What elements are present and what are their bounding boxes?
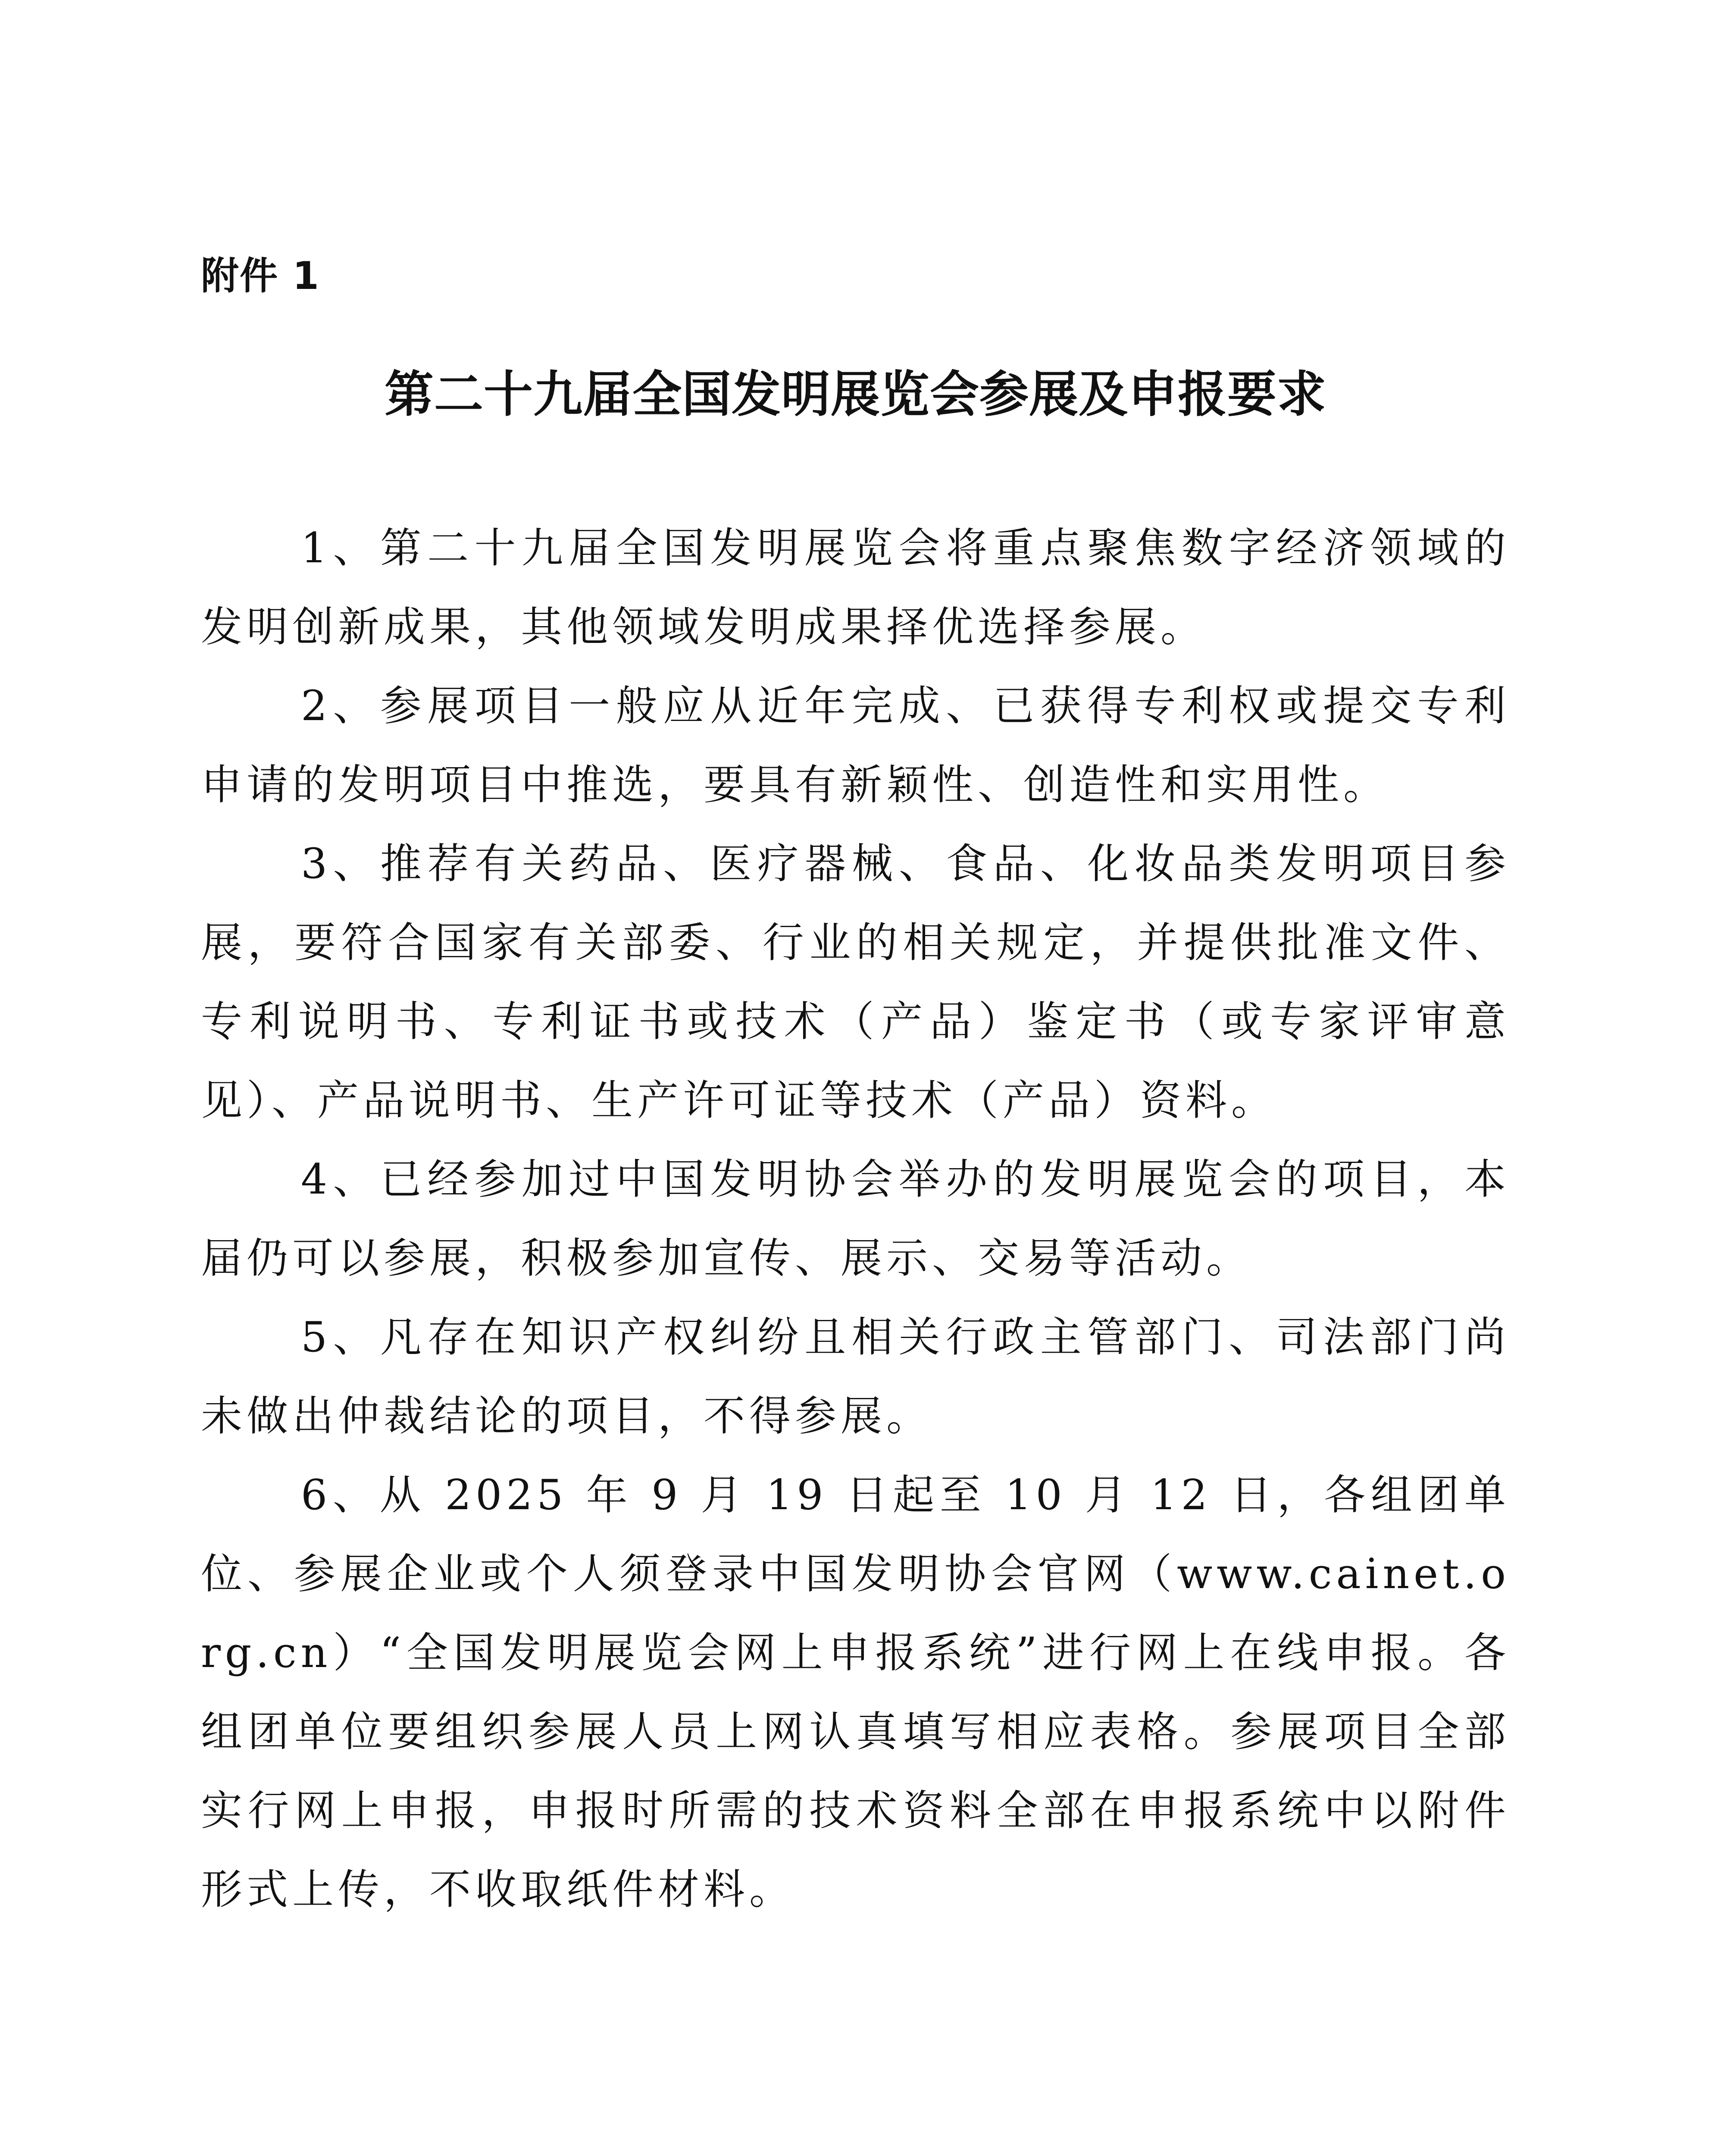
paragraph-2: 2、参展项目一般应从近年完成、已获得专利权或提交专利申请的发明项目中推选，要具有新颖性、创造性和实用性。 [201,682,1510,809]
document-body [201,509,1510,1929]
paragraph-5: 5、凡存在知识产权纠纷且相关行政主管部门、司法部门尚未做出仲裁结论的项目，不得参展。 [201,1313,1510,1440]
paragraph-6: 6、从 2025 年 9 月 19 日起至 10 月 12 日，各组团单位、参展企业或个人须登录中国发明协会官网（www.cainet.org.cn）“全国发明展览会网上申报系统”进行网上在线申报。各组团单位要组织参展人员上网认真填写相应表格。参展项目全部实行网上申报，申报时所需的技术资料全部在申报系统中以附件形式上传，不收取纸件材料。 [201,1471,1510,1914]
paragraph-4: 4、已经参加过中国发明协会举办的发明展览会的项目，本届仍可以参展，积极参加宣传、展示、交易等活动。 [201,1155,1510,1282]
attachment-label: 附件 1 [201,254,320,298]
paragraph-3: 3、推荐有关药品、医疗器械、食品、化妆品类发明项目参展，要符合国家有关部委、行业的相关规定，并提供批准文件、专利说明书、专利证书或技术（产品）鉴定书（或专家评审意见）、产品说明书、生产许可证等技术（产品）资料。 [201,840,1510,1125]
document-title: 第二十九届全国发明展览会参展及申报要求 [384,366,1326,423]
paragraph-1: 1、第二十九届全国发明展览会将重点聚焦数字经济领域的发明创新成果，其他领域发明成果择优选择参展。 [201,524,1510,651]
